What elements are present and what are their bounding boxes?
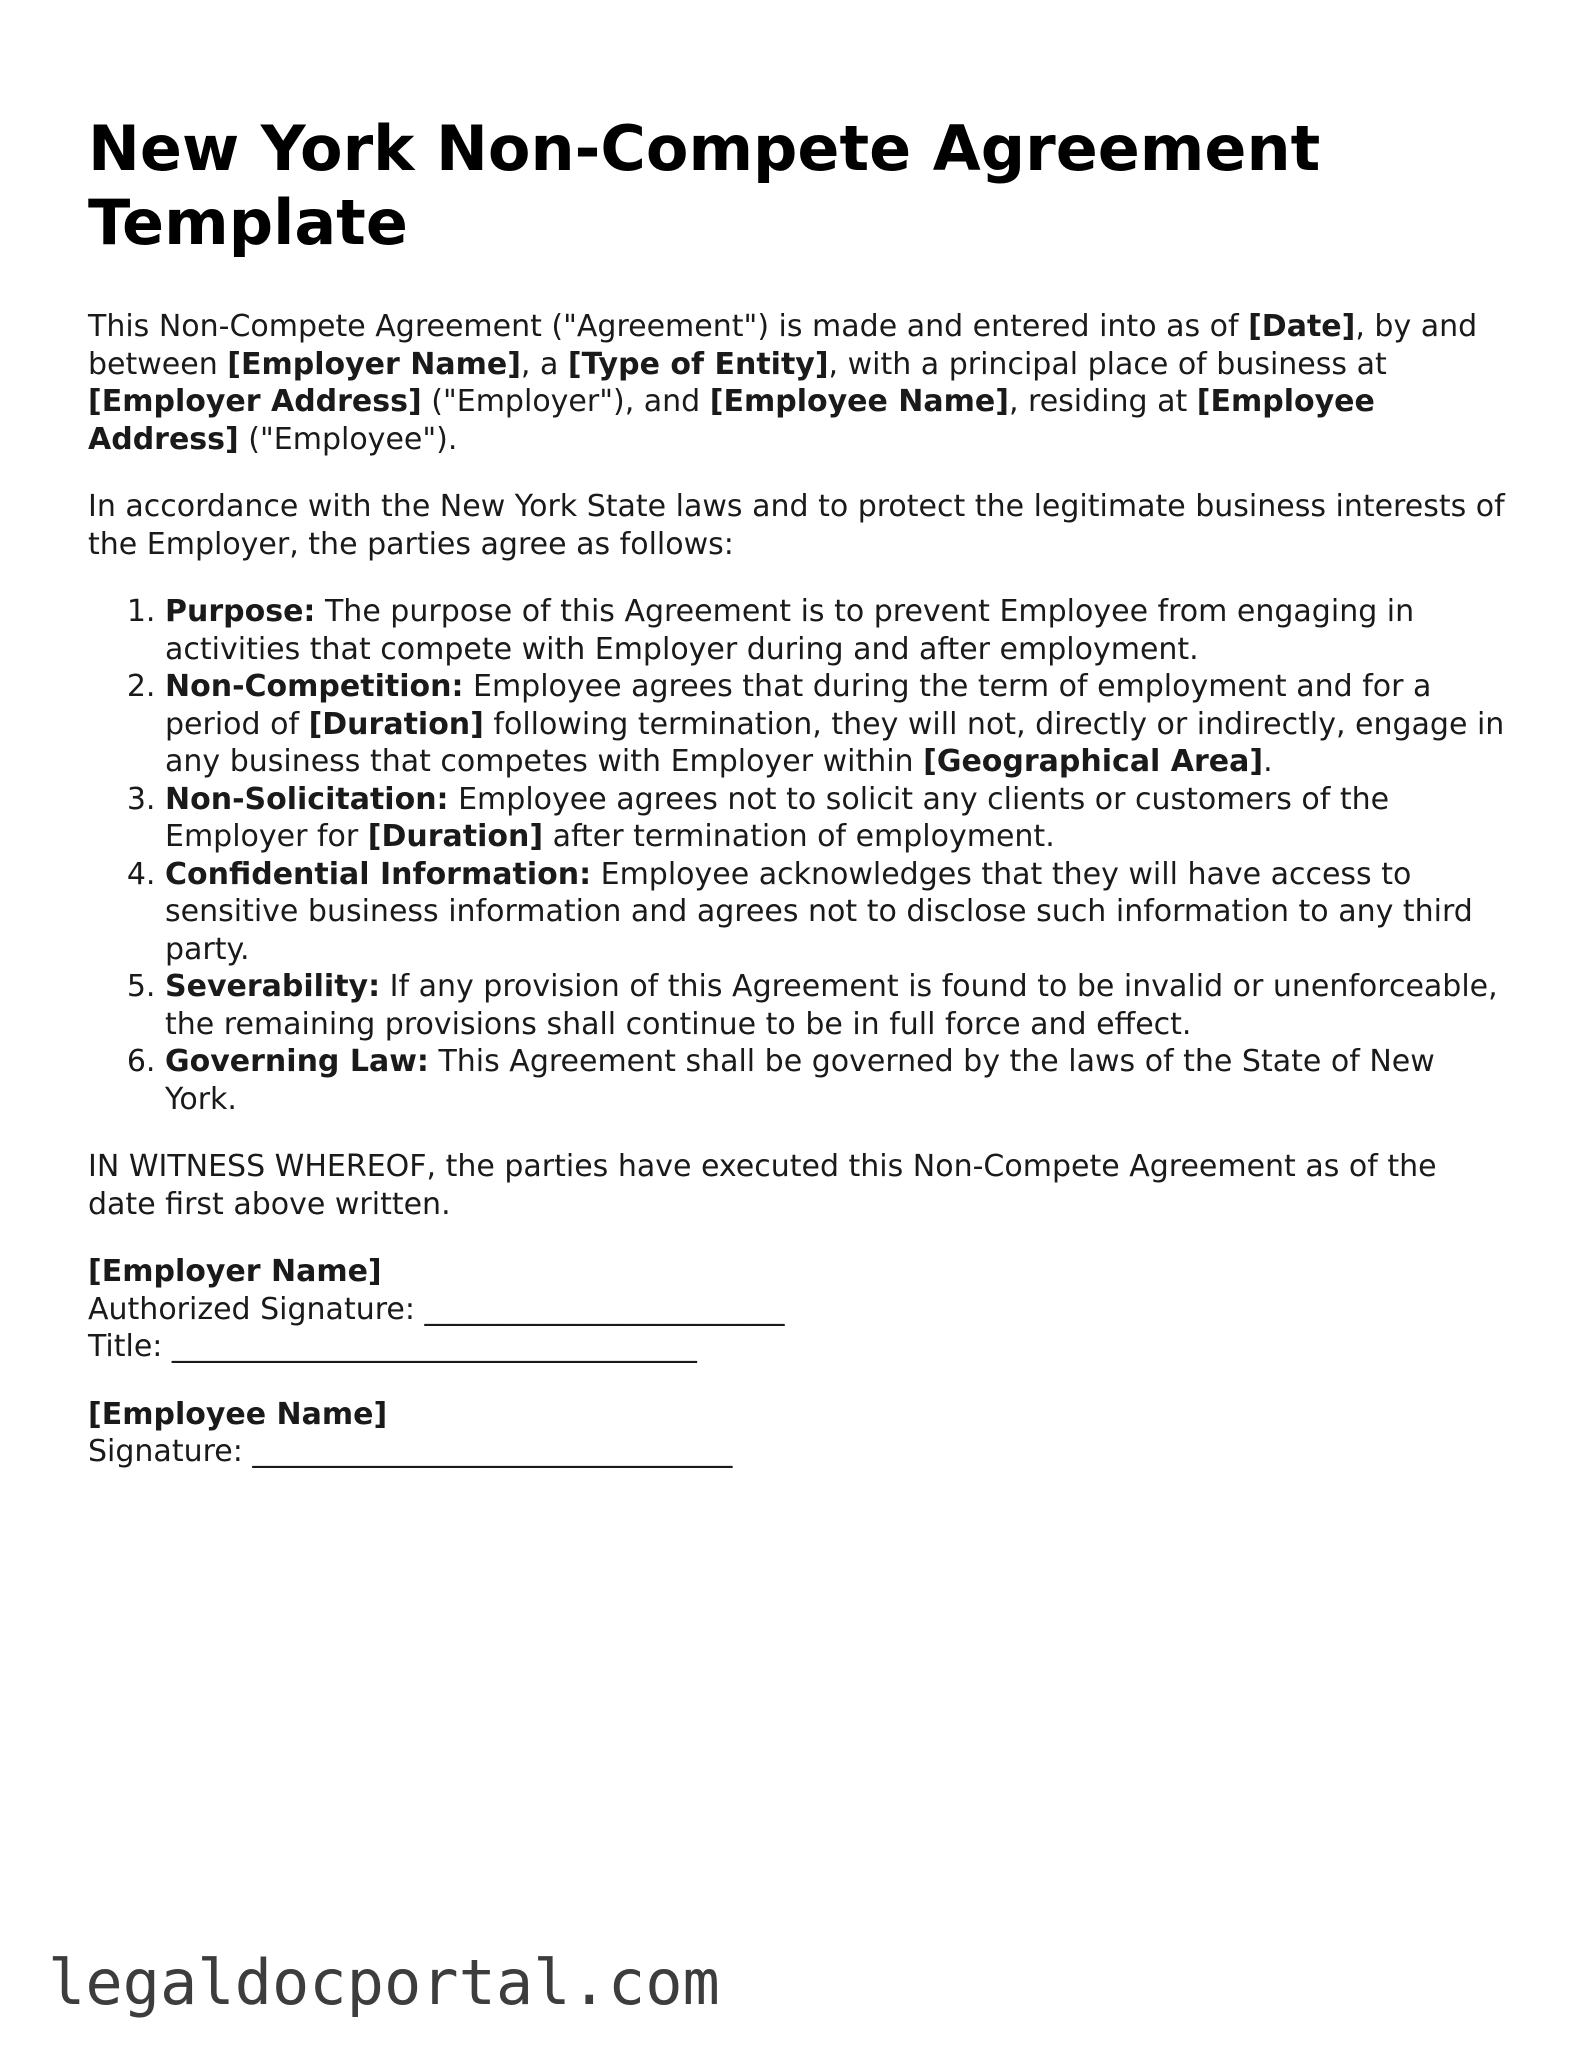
duration-placeholder: [Duration] xyxy=(308,706,484,742)
employer-name-label: [Employer Name] xyxy=(88,1254,382,1289)
clause-text: following termination, they will not, directly or indirectly, engage in any business that competes with Employer within xyxy=(165,706,1505,779)
geographical-area-placeholder: [Geographical Area] xyxy=(923,744,1264,779)
clause-item xyxy=(165,1043,1508,1118)
intro-text: This Non-Compete Agreement ("Agreement") is made and entered into as of xyxy=(88,309,1249,344)
employer-signature-line: Authorized Signature: ________________________ xyxy=(88,1291,785,1327)
entity-type-placeholder: [Type of Entity] xyxy=(567,346,829,382)
intro-text: , a xyxy=(520,346,568,382)
clause-heading: Severability: xyxy=(165,969,381,1004)
clause-heading: Non-Competition: xyxy=(165,669,464,704)
clause-heading: Purpose: xyxy=(165,594,316,629)
clause-item xyxy=(165,856,1508,969)
duration-placeholder: [Duration] xyxy=(367,819,544,854)
clause-text: If any provision of this Agreement is found to be invalid or unenforceable, the remaining provisions shall continue to be in full force and effect. xyxy=(165,969,1498,1042)
clause-heading: Confidential Information: xyxy=(165,856,592,892)
document-page xyxy=(88,112,1508,1501)
clause-item xyxy=(165,668,1508,781)
employee-name-label: [Employee Name] xyxy=(88,1396,388,1432)
intro-text: , residing at xyxy=(1008,384,1197,419)
watermark-text: legaldocportal.com xyxy=(48,1946,720,2019)
intro-text: ("Employee"). xyxy=(238,421,458,457)
clause-heading: Non-Solicitation: xyxy=(165,781,449,817)
page-title: New York Non-Compete Agreement Template xyxy=(88,112,1321,259)
employer-signature-block xyxy=(88,1253,1508,1366)
clause-text: after termination of employment. xyxy=(543,819,1055,854)
intro-paragraph xyxy=(88,308,1508,458)
employer-name-placeholder: [Employer Name] xyxy=(227,346,521,382)
employee-signature-line: Signature: ________________________________ xyxy=(88,1434,733,1469)
clause-text: This Agreement shall be governed by the laws of the State of New York. xyxy=(165,1044,1435,1117)
clause-text: The purpose of this Agreement is to prevent Employee from engaging in activities that compete with Employer during and after employment. xyxy=(165,594,1415,667)
clause-item xyxy=(165,593,1508,668)
intro-text: , by and between xyxy=(88,309,1478,382)
employee-signature-block xyxy=(88,1396,1508,1471)
employee-address-placeholder: [Employee Address] xyxy=(88,384,1375,457)
clause-text: . xyxy=(1263,744,1273,779)
clause-text: Employee agrees that during the term of employment and for a period of xyxy=(165,669,1432,742)
clause-text: Employee acknowledges that they will have access to sensitive business information and agrees not to disclose such information to any third party. xyxy=(165,856,1473,967)
clause-item xyxy=(165,781,1508,856)
preamble-paragraph: In accordance with the New York State laws and to protect the legitimate business interests of the Employer, the parties agree as follows: xyxy=(88,489,1505,562)
clause-heading: Governing Law: xyxy=(165,1044,429,1079)
intro-text: ("Employer"), and xyxy=(421,384,710,419)
clause-list xyxy=(88,593,1508,1118)
intro-text: , with a principal place of business at xyxy=(828,346,1387,382)
employer-address-placeholder: [Employer Address] xyxy=(88,384,422,419)
clause-item xyxy=(165,968,1508,1043)
employee-name-placeholder: [Employee Name] xyxy=(709,384,1009,419)
clause-text: Employee agrees not to solicit any clients or customers of the Employer for xyxy=(165,781,1390,854)
employer-title-line: Title: ___________________________________ xyxy=(88,1329,697,1364)
witness-paragraph: IN WITNESS WHEREOF, the parties have executed this Non-Compete Agreement as of the date first above written. xyxy=(88,1149,1437,1222)
date-placeholder: [Date] xyxy=(1248,309,1356,344)
